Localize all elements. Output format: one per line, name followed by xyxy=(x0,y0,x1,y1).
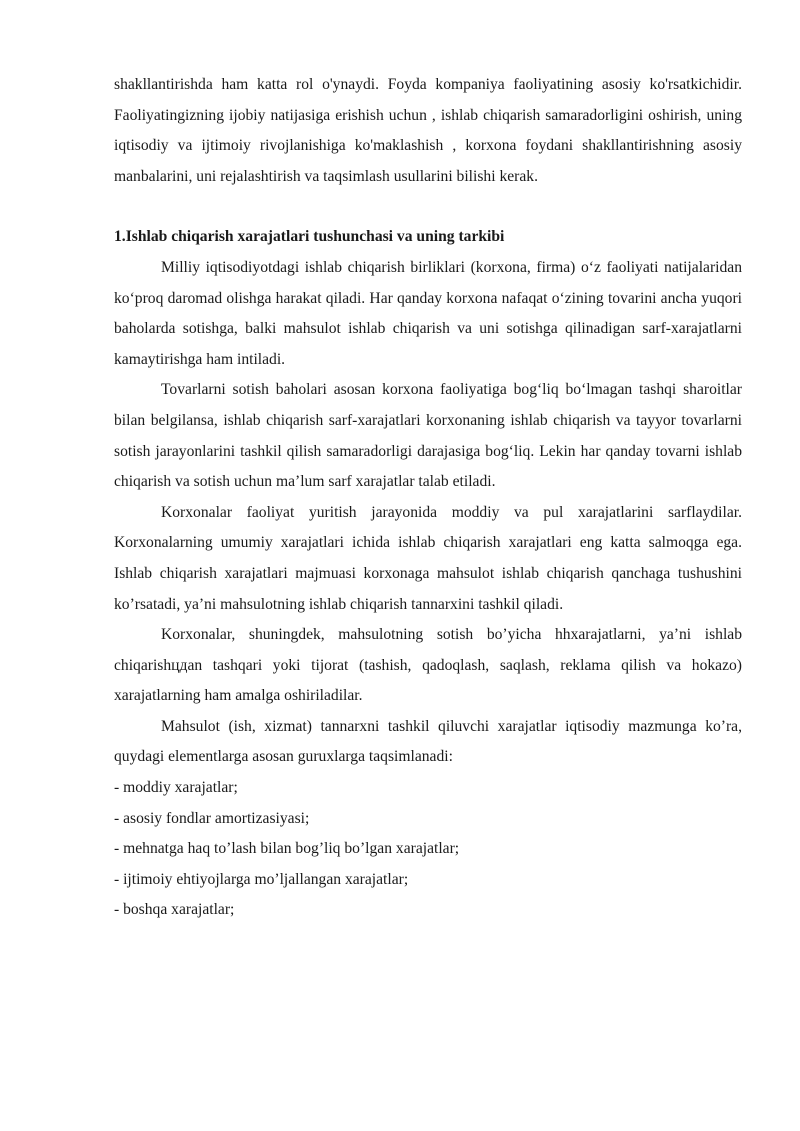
body-paragraph: Korxonalar faoliyat yuritish jarayonida moddiy va pul xarajatlarini sarflaydilar. Korxonalarning umumiy xarajatlari ichida ishlab chiqarish xarajatlari eng katta salmoqga ega. Ishlab chiqarish xarajatlari majmuasi korxonaga mahsulot ishlab chiqarish qanchaga tushushini ko’rsatadi, ya’ni mahsulotning ishlab chiqarish tannarxini tashkil qiladi. xyxy=(114,503,742,613)
document-page xyxy=(114,70,742,926)
body-paragraph: Milliy iqtisodiyotdagi ishlab chiqarish birliklari (korxona, firma) o‘z faoliyati natijalaridan ko‘proq daromad olishga harakat qiladi. Har qanday korxona nafaqat o‘zining tovarini ancha yuqori baholarda sotishga, balki mahsulot ishlab chiqarish va uni sotishga qilinadigan sarf-xarajatlarni kamaytirishga ham intiladi. xyxy=(114,258,742,368)
section-spacer xyxy=(114,192,742,222)
list-item: - ijtimoiy ehtiyojlarga mo’ljallangan xarajatlar; xyxy=(114,870,409,888)
body-paragraph: Tovarlarni sotish baholari asosan korxona faoliyatiga bog‘liq bo‘lmagan tashqi sharoitlar bilan belgilansa, ishlab chiqarish sarf-xarajatlari korxonaning ishlab chiqarish va tayyor tovarlarni sotish jarayonlarini tashkil qilish samaradorligi darajasiga bog‘liq. Lekin har qanday tovarni ishlab chiqarish va sotish uchun ma’lum sarf xarajatlar talab etiladi. xyxy=(114,381,742,491)
list-item: - boshqa xarajatlar; xyxy=(114,901,235,919)
cost-elements-list xyxy=(114,773,742,926)
section-heading: 1.Ishlab chiqarish xarajatlari tushunchasi va uning tarkibi xyxy=(114,228,505,246)
list-item: - mehnatga haq to’lash bilan bog’liq bo’lgan xarajatlar; xyxy=(114,840,460,858)
list-item: - asosiy fondlar amortizasiyasi; xyxy=(114,809,310,827)
list-item: - moddiy xarajatlar; xyxy=(114,779,238,797)
body-paragraph: Korxonalar, shuningdek, mahsulotning sotish bo’yicha hhxarajatlarni, ya’ni ishlab chiqarishцдan tashqari yoki tijorat (tashish, qadoqlash, saqlash, reklama qilish va hokazo) xarajatlarning ham amalga oshiriladilar. xyxy=(114,626,742,705)
intro-paragraph: shakllantirishda ham katta rol o'ynaydi. Foyda kompaniya faoliyatining asosiy ko'rsatkichidir. Faoliyatingizning ijobiy natijasiga erishish uchun , ishlab chiqarish samaradorligini oshirish, uning iqtisodiy va ijtimoiy rivojlanishiga ko'maklashish , korxona foydani shakllantirishning asosiy manbalarini, uni rejalashtirish va taqsimlash usullarini bilishi kerak. xyxy=(114,76,742,185)
body-paragraph: Mahsulot (ish, xizmat) tannarxni tashkil qiluvchi xarajatlar iqtisodiy mazmunga ko’ra, quydagi elementlarga asosan guruxlarga taqsimlanadi: xyxy=(114,717,742,766)
